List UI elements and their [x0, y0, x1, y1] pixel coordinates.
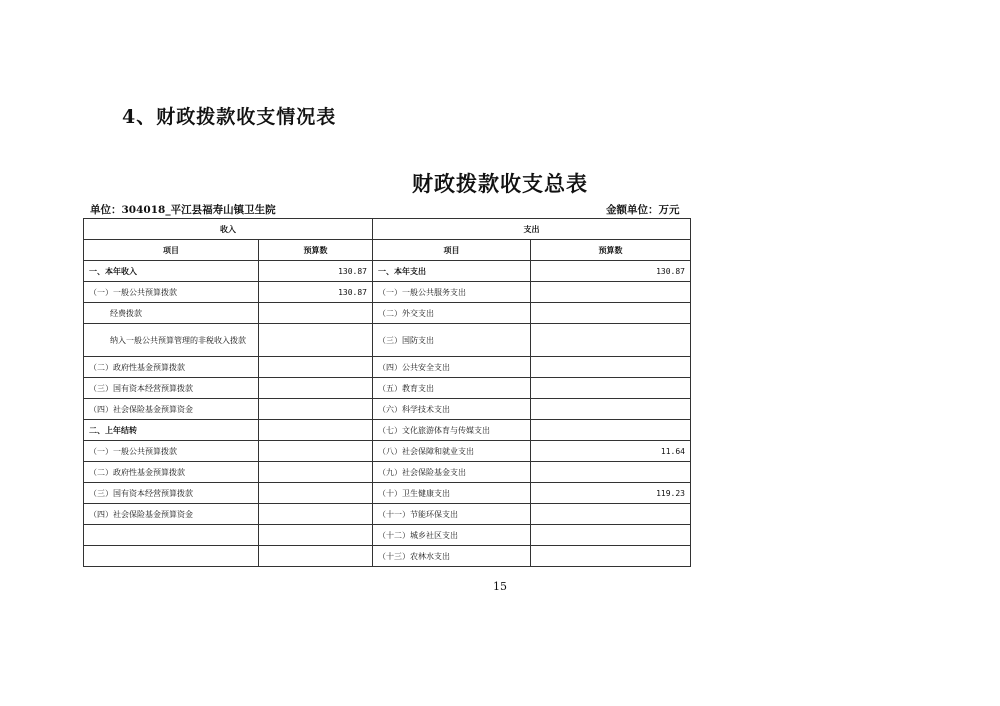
table-row: [84, 441, 691, 462]
expense-label: 一、本年支出: [373, 261, 531, 282]
expense-label: （九）社会保险基金支出: [373, 462, 531, 483]
expense-label: （十二）城乡社区支出: [373, 525, 531, 546]
income-value: [259, 324, 373, 357]
expense-value: [531, 546, 691, 567]
income-label: （一）一般公共预算拨款: [84, 441, 259, 462]
amount-unit-label: 金额单位：万元: [606, 204, 680, 216]
table-title: 财政拨款收支总表: [412, 171, 588, 196]
table-row: [84, 420, 691, 441]
expense-value: 130.87: [531, 261, 691, 282]
header-row-groups: [84, 219, 691, 240]
expense-value: [531, 303, 691, 324]
income-label: [84, 525, 259, 546]
expense-item-header: 项目: [373, 240, 531, 261]
expense-value: [531, 462, 691, 483]
expense-label: （八）社会保障和就业支出: [373, 441, 531, 462]
income-value: [259, 420, 373, 441]
income-label: （三）国有资本经营预算拨款: [84, 378, 259, 399]
section-title: 4、财政拨款收支情况表: [122, 106, 337, 128]
expense-value: [531, 324, 691, 357]
expense-value: [531, 399, 691, 420]
income-value: [259, 441, 373, 462]
expense-label: （五）教育支出: [373, 378, 531, 399]
income-label: 经费拨款: [84, 303, 259, 324]
expense-label: （一）一般公共服务支出: [373, 282, 531, 303]
expense-value: 11.64: [531, 441, 691, 462]
expense-value: [531, 504, 691, 525]
page-number: 15: [493, 580, 507, 593]
expense-value: 119.23: [531, 483, 691, 504]
table-row: [84, 399, 691, 420]
expense-label: （十一）节能环保支出: [373, 504, 531, 525]
header-row-columns: [84, 240, 691, 261]
income-value: [259, 357, 373, 378]
table-row: [84, 378, 691, 399]
expense-value: [531, 378, 691, 399]
income-value: [259, 525, 373, 546]
expense-label: （二）外交支出: [373, 303, 531, 324]
expense-label: （十三）农林水支出: [373, 546, 531, 567]
expense-header: 支出: [373, 219, 691, 240]
income-value: [259, 378, 373, 399]
table-row: [84, 546, 691, 567]
income-label: （二）政府性基金预算拨款: [84, 357, 259, 378]
income-header: 收入: [84, 219, 373, 240]
expense-label: （十）卫生健康支出: [373, 483, 531, 504]
expense-label: （六）科学技术支出: [373, 399, 531, 420]
income-label: （四）社会保险基金预算资金: [84, 504, 259, 525]
table-row: [84, 483, 691, 504]
income-label: （三）国有资本经营预算拨款: [84, 483, 259, 504]
income-label: 二、上年结转: [84, 420, 259, 441]
expense-value: [531, 420, 691, 441]
table-row: [84, 525, 691, 546]
table-row: [84, 303, 691, 324]
expense-value: [531, 525, 691, 546]
expense-label: （四）公共安全支出: [373, 357, 531, 378]
income-value: [259, 303, 373, 324]
income-value: [259, 399, 373, 420]
income-label: （四）社会保险基金预算资金: [84, 399, 259, 420]
expense-label: （七）文化旅游体育与传媒支出: [373, 420, 531, 441]
income-value: [259, 546, 373, 567]
income-label: 纳入一般公共预算管理的非税收入拨款: [84, 324, 259, 357]
table-row: [84, 504, 691, 525]
income-value: [259, 483, 373, 504]
expense-value: [531, 357, 691, 378]
income-budget-header: 预算数: [259, 240, 373, 261]
expense-label: （三）国防支出: [373, 324, 531, 357]
expense-budget-header: 预算数: [531, 240, 691, 261]
income-value: 130.87: [259, 282, 373, 303]
fiscal-appropriation-table: [83, 218, 691, 567]
income-value: [259, 504, 373, 525]
income-label: （一）一般公共预算拨款: [84, 282, 259, 303]
table-row: [84, 462, 691, 483]
income-item-header: 项目: [84, 240, 259, 261]
expense-value: [531, 282, 691, 303]
unit-label: 单位：304018_平江县福寿山镇卫生院: [90, 204, 276, 216]
table-row: [84, 282, 691, 303]
table-row: [84, 261, 691, 282]
table-row: [84, 357, 691, 378]
income-label: [84, 546, 259, 567]
table-row: [84, 324, 691, 357]
income-value: 130.87: [259, 261, 373, 282]
income-value: [259, 462, 373, 483]
income-label: 一、本年收入: [84, 261, 259, 282]
income-label: （二）政府性基金预算拨款: [84, 462, 259, 483]
